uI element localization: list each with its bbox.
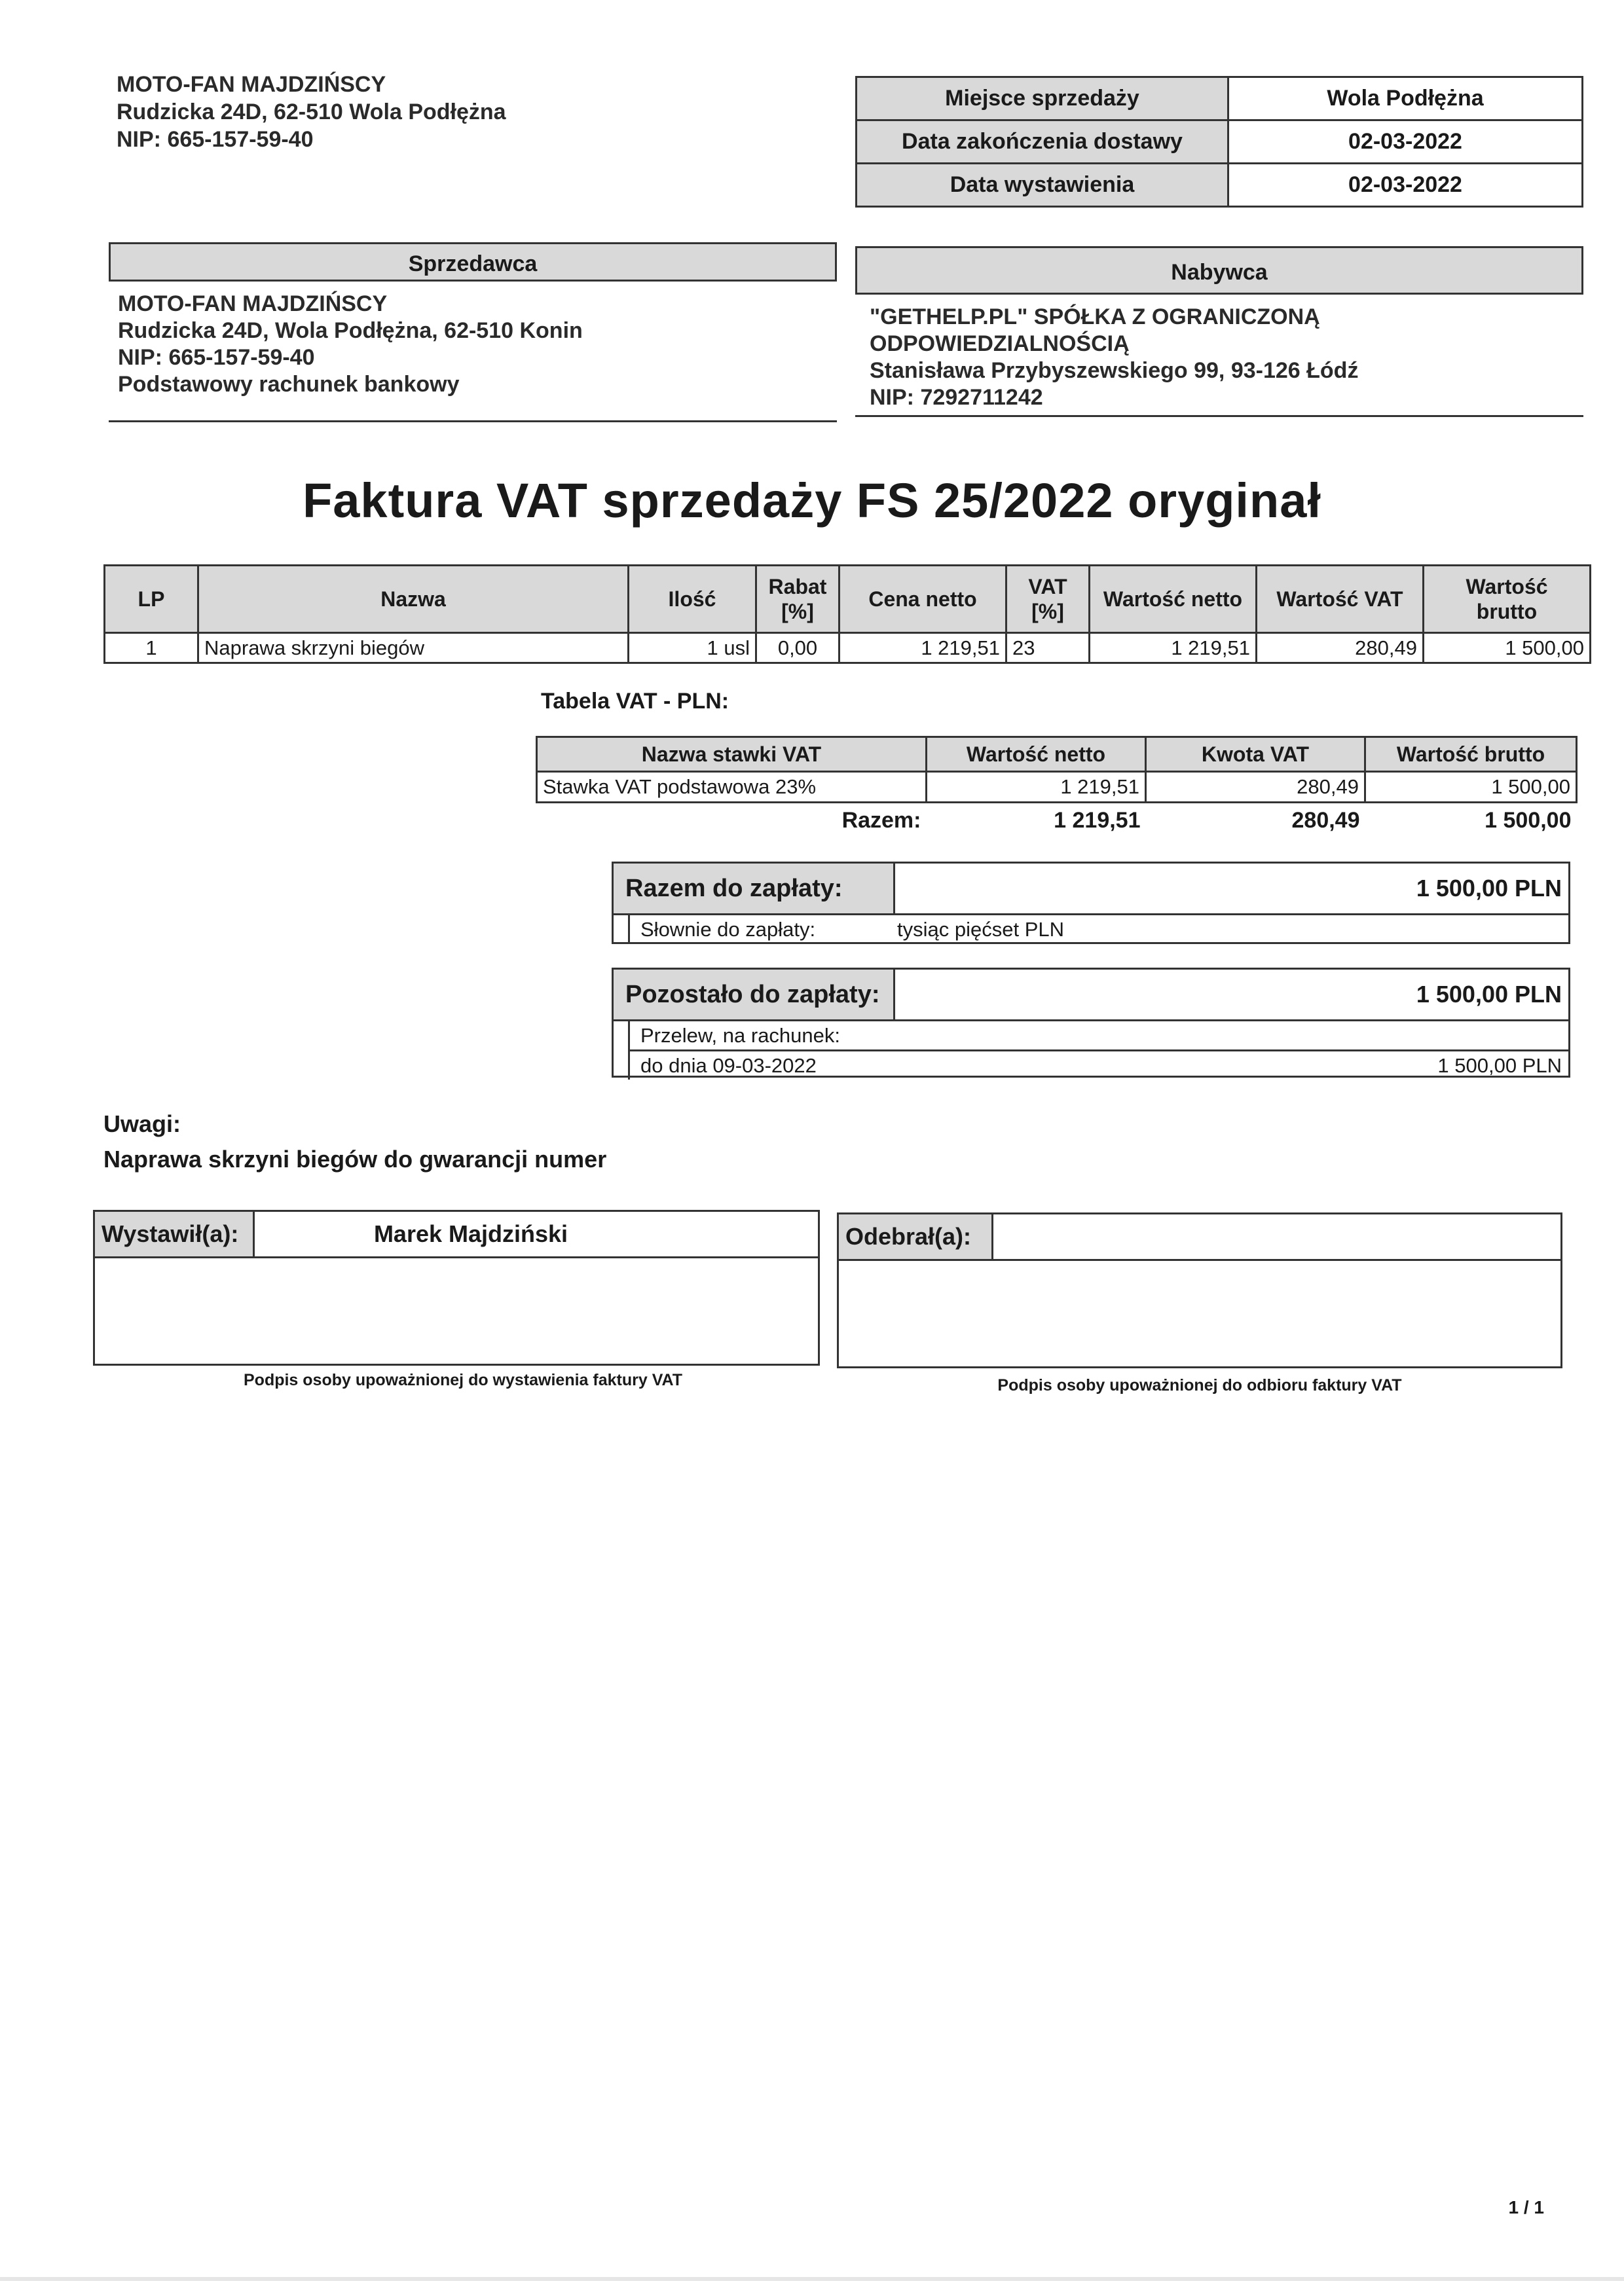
vat-total-net: 1 219,51 [1054, 807, 1141, 833]
col-net-price: Cena netto [840, 566, 1006, 633]
cell-vat-value: 280,49 [1257, 633, 1424, 663]
remaining-to-pay-box [612, 968, 1570, 1078]
seller-address: Rudzicka 24D, Wola Podłężna, 62-510 Konin [118, 318, 583, 343]
payment-due-row [628, 1051, 1568, 1080]
header-seller-nip: NIP: 665-157-59-40 [117, 127, 314, 152]
vat-total-gross: 1 500,00 [1485, 807, 1572, 833]
remaining-to-pay-header [614, 970, 1568, 1021]
table-row [537, 772, 1577, 803]
notes-text: Naprawa skrzyni biegów do gwarancji numer [103, 1146, 607, 1173]
info-value: 02-03-2022 [1228, 164, 1583, 207]
received-label: Odebrał(a): [839, 1214, 993, 1259]
buyer-details [855, 295, 1583, 411]
remaining-to-pay-label: Pozostało do zapłaty: [614, 970, 895, 1019]
payment-method-row [628, 1021, 1568, 1051]
buyer-heading: Nabywca [855, 246, 1583, 295]
info-row [857, 164, 1583, 207]
col-vat-line1: VAT [1028, 575, 1067, 598]
vat-cell-gross: 1 500,00 [1365, 772, 1577, 803]
col-gross [1424, 566, 1591, 633]
vat-cell-vat: 280,49 [1146, 772, 1365, 803]
col-gross-line1: Wartość [1466, 575, 1548, 598]
vat-total-vat: 280,49 [1291, 807, 1360, 833]
received-signature-box [837, 1212, 1562, 1368]
info-value: Wola Podłężna [1228, 77, 1583, 120]
cell-net-price: 1 219,51 [840, 633, 1006, 663]
col-vat [1006, 566, 1090, 633]
info-row [857, 77, 1583, 120]
seller-details [109, 282, 837, 398]
vat-total-row [537, 803, 1577, 838]
info-label: Data zakończenia dostawy [857, 120, 1228, 164]
buyer-name-line2: ODPOWIEDZIALNOŚCIĄ [870, 331, 1130, 356]
amount-in-words-row [628, 915, 1568, 943]
total-to-pay-value: 1 500,00 PLN [1416, 875, 1562, 902]
issued-label: Wystawił(a): [95, 1212, 255, 1256]
notes-label: Uwagi: [103, 1110, 181, 1137]
vat-col-gross: Wartość brutto [1365, 737, 1577, 772]
received-signature-header [839, 1214, 1560, 1261]
items-table [103, 564, 1591, 664]
invoice-title: Faktura VAT sprzedaży FS 25/2022 oryginał [303, 473, 1321, 528]
payment-method: Przelew, na rachunek: [640, 1024, 841, 1047]
cell-lp: 1 [105, 633, 198, 663]
header-seller [117, 71, 506, 153]
amount-in-words-value: tysiąc pięćset PLN [897, 918, 1064, 941]
col-discount-line2: [%] [781, 600, 814, 623]
seller-nip: NIP: 665-157-59-40 [118, 345, 315, 370]
scan-edge [0, 2277, 1624, 2281]
total-to-pay-box [612, 862, 1570, 944]
seller-box [109, 242, 837, 422]
col-qty: Ilość [629, 566, 756, 633]
vat-col-name: Nazwa stawki VAT [537, 737, 927, 772]
page-number: 1 / 1 [1508, 2197, 1544, 2217]
items-header-row [105, 566, 1591, 633]
issued-signature-caption: Podpis osoby upoważnionej do wystawienia faktury VAT [244, 1371, 682, 1389]
col-vat-line2: [%] [1031, 600, 1064, 623]
issued-signature-box [93, 1210, 820, 1366]
remaining-to-pay-value: 1 500,00 PLN [1416, 981, 1562, 1008]
table-row [105, 633, 1591, 663]
issued-signature-header [95, 1212, 818, 1258]
header-seller-address: Rudzicka 24D, 62-510 Wola Podłężna [117, 100, 506, 124]
vat-total-label: Razem: [841, 807, 921, 833]
cell-net-value: 1 219,51 [1090, 633, 1257, 663]
vat-col-vat: Kwota VAT [1146, 737, 1365, 772]
payment-due-label: do dnia 09-03-2022 [640, 1054, 817, 1077]
cell-qty: 1 usl [629, 633, 756, 663]
col-gross-line2: brutto [1476, 600, 1538, 623]
info-label: Data wystawienia [857, 164, 1228, 207]
info-value: 02-03-2022 [1228, 120, 1583, 164]
vat-header-row [537, 737, 1577, 772]
vat-cell-name: Stawka VAT podstawowa 23% [537, 772, 927, 803]
info-row [857, 120, 1583, 164]
amount-in-words-label: Słownie do zapłaty: [640, 918, 816, 941]
col-vat-value: Wartość VAT [1257, 566, 1424, 633]
col-lp: LP [105, 566, 198, 633]
vat-col-net: Wartość netto [927, 737, 1146, 772]
total-to-pay-header [614, 864, 1568, 915]
cell-discount: 0,00 [756, 633, 840, 663]
notes [103, 1106, 606, 1177]
cell-gross: 1 500,00 [1424, 633, 1591, 663]
seller-account: Podstawowy rachunek bankowy [118, 372, 460, 397]
received-signature-caption: Podpis osoby upoważnionej do odbioru faktury VAT [997, 1376, 1402, 1394]
total-to-pay-label: Razem do zapłaty: [614, 864, 895, 913]
col-net-value: Wartość netto [1090, 566, 1257, 633]
buyer-divider [855, 415, 1583, 417]
col-discount-line1: Rabat [768, 575, 827, 598]
buyer-name-line1: "GETHELP.PL" SPÓŁKA Z OGRANICZONĄ [870, 304, 1320, 329]
vat-table-caption: Tabela VAT - PLN: [541, 689, 729, 714]
vat-table [536, 736, 1578, 837]
cell-name: Naprawa skrzyni biegów [198, 633, 629, 663]
payment-due-value: 1 500,00 PLN [1437, 1054, 1562, 1077]
seller-name: MOTO-FAN MAJDZIŃSCY [118, 291, 388, 316]
issued-name: Marek Majdziński [373, 1220, 568, 1247]
header-seller-name: MOTO-FAN MAJDZIŃSCY [117, 72, 386, 97]
received-name [993, 1214, 1560, 1259]
col-discount [756, 566, 840, 633]
buyer-address: Stanisława Przybyszewskiego 99, 93-126 Łódź [870, 358, 1359, 383]
col-name: Nazwa [198, 566, 629, 633]
buyer-box [855, 246, 1583, 417]
seller-divider [109, 420, 837, 422]
info-label: Miejsce sprzedaży [857, 77, 1228, 120]
invoice-info-table [855, 76, 1583, 208]
vat-cell-net: 1 219,51 [927, 772, 1146, 803]
buyer-nip: NIP: 7292711242 [870, 385, 1043, 410]
seller-heading: Sprzedawca [109, 242, 837, 282]
cell-vat: 23 [1006, 633, 1090, 663]
